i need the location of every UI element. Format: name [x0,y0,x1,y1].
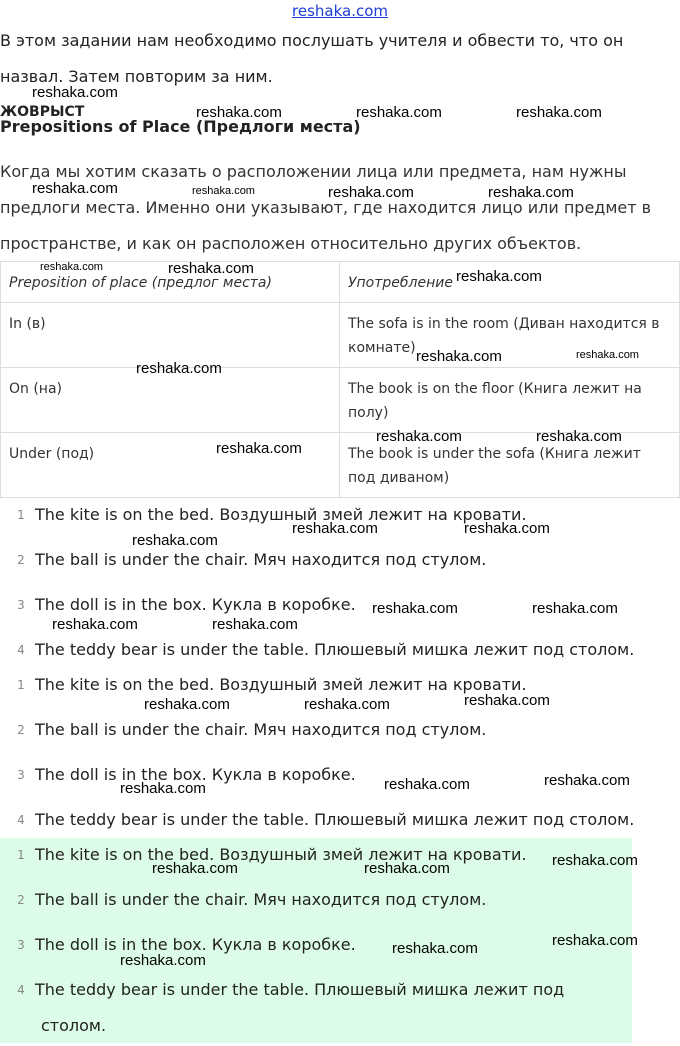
item-text: The ball is under the chair. Мяч находится под стулом. [35,550,487,569]
section-heading: Prepositions of Place (Предлоги места) [0,117,361,136]
watermark-text: reshaka.com [464,520,550,537]
watermark-text: reshaka.com [392,940,478,957]
item-text: столом. [41,1016,107,1035]
watermark-text: reshaka.com [212,616,298,633]
watermark-text: reshaka.com [196,104,282,121]
cut-off-subheading: ЖОВРЫСТ [0,104,85,120]
item-text: The doll is in the box. Кукла в коробке. [35,595,356,614]
table-cell: The book is on the floor (Книга лежит на полу) [340,368,680,433]
watermark-text: reshaka.com [356,104,442,121]
item-number: 1 [17,508,25,522]
item-text: The kite is on the bed. Воздушный змей лежит на кровати. [35,675,527,694]
watermark-text: reshaka.com [536,428,622,445]
watermark-text: reshaka.com [132,532,218,549]
watermark-text: reshaka.com [516,104,602,121]
sentence-list-c-highlighted [0,838,632,1043]
item-text: The teddy bear is under the table. Плюшевый мишка лежит под столом. [35,640,635,659]
item-text: The teddy bear is under the table. Плюшевый мишка лежит под столом. [35,810,635,829]
watermark-text: reshaka.com [544,772,630,789]
watermark-text: reshaka.com [192,185,255,197]
item-number: 1 [17,678,25,692]
watermark-text: reshaka.com [364,860,450,877]
site-link[interactable]: reshaka.com [292,2,388,20]
watermark-text: reshaka.com [120,952,206,969]
watermark-text: reshaka.com [292,520,378,537]
item-text: The kite is on the bed. Воздушный змей лежит на кровати. [35,845,527,864]
watermark-text: reshaka.com [328,184,414,201]
item-number: 3 [17,938,25,952]
watermark-text: reshaka.com [216,440,302,457]
item-number: 4 [17,813,25,827]
watermark-text: reshaka.com [168,260,254,277]
watermark-text: reshaka.com [52,616,138,633]
watermark-text: reshaka.com [152,860,238,877]
watermark-text: reshaka.com [40,261,103,273]
item-number: 2 [17,553,25,567]
watermark-text: reshaka.com [32,180,118,197]
item-number: 4 [17,983,25,997]
watermark-text: reshaka.com [488,184,574,201]
item-number: 3 [17,768,25,782]
prepositions-table [0,261,680,498]
table-cell: Under (под) [1,433,340,498]
watermark-text: reshaka.com [144,696,230,713]
item-text: The ball is under the chair. Мяч находится под стулом. [35,720,487,739]
watermark-text: reshaka.com [304,696,390,713]
intro-line-1: В этом задании нам необходимо послушать учителя и обвести то, что он [0,31,624,50]
watermark-text: reshaka.com [376,428,462,445]
table-header: Preposition of place (предлог места) [1,262,340,303]
table-header: Употребление [340,262,680,303]
watermark-text: reshaka.com [120,780,206,797]
item-text: The kite is on the bed. Воздушный змей лежит на кровати. [35,505,527,524]
watermark-text: reshaka.com [384,776,470,793]
table-cell: In (в) [1,303,340,368]
item-text: The doll is in the box. Кукла в коробке. [35,935,356,954]
item-number: 2 [17,723,25,737]
watermark-text: reshaka.com [372,600,458,617]
table-row [1,368,680,433]
item-text: The doll is in the box. Кукла в коробке. [35,765,356,784]
item-text: The ball is under the chair. Мяч находится под стулом. [35,890,487,909]
paragraph-line-2: предлоги места. Именно они указывают, где находится лицо или предмет в [0,198,652,217]
watermark-text: reshaka.com [532,600,618,617]
watermark-text: reshaka.com [32,84,118,101]
paragraph-line-1: Когда мы хотим сказать о расположении лица или предмета, нам нужны [0,162,627,181]
watermark-text: reshaka.com [552,932,638,949]
paragraph-line-3: пространстве, и как он расположен относительно других объектов. [0,234,582,253]
watermark-text: reshaka.com [464,692,550,709]
watermark-text: reshaka.com [416,348,502,365]
watermark-text: reshaka.com [136,360,222,377]
item-text: The teddy bear is under the table. Плюшевый мишка лежит под [35,980,565,999]
watermark-text: reshaka.com [456,268,542,285]
item-number: 1 [17,848,25,862]
table-cell: The sofa is in the room (Диван находится в комнате) [340,303,680,368]
item-number: 4 [17,643,25,657]
intro-line-2: назвал. Затем повторим за ним. [0,67,273,86]
watermark-text: reshaka.com [552,852,638,869]
table-cell: On (на) [1,368,340,433]
table-cell: The book is under the sofa (Книга лежит под диваном) [340,433,680,498]
item-number: 2 [17,893,25,907]
item-number: 3 [17,598,25,612]
watermark-text: reshaka.com [576,349,639,361]
